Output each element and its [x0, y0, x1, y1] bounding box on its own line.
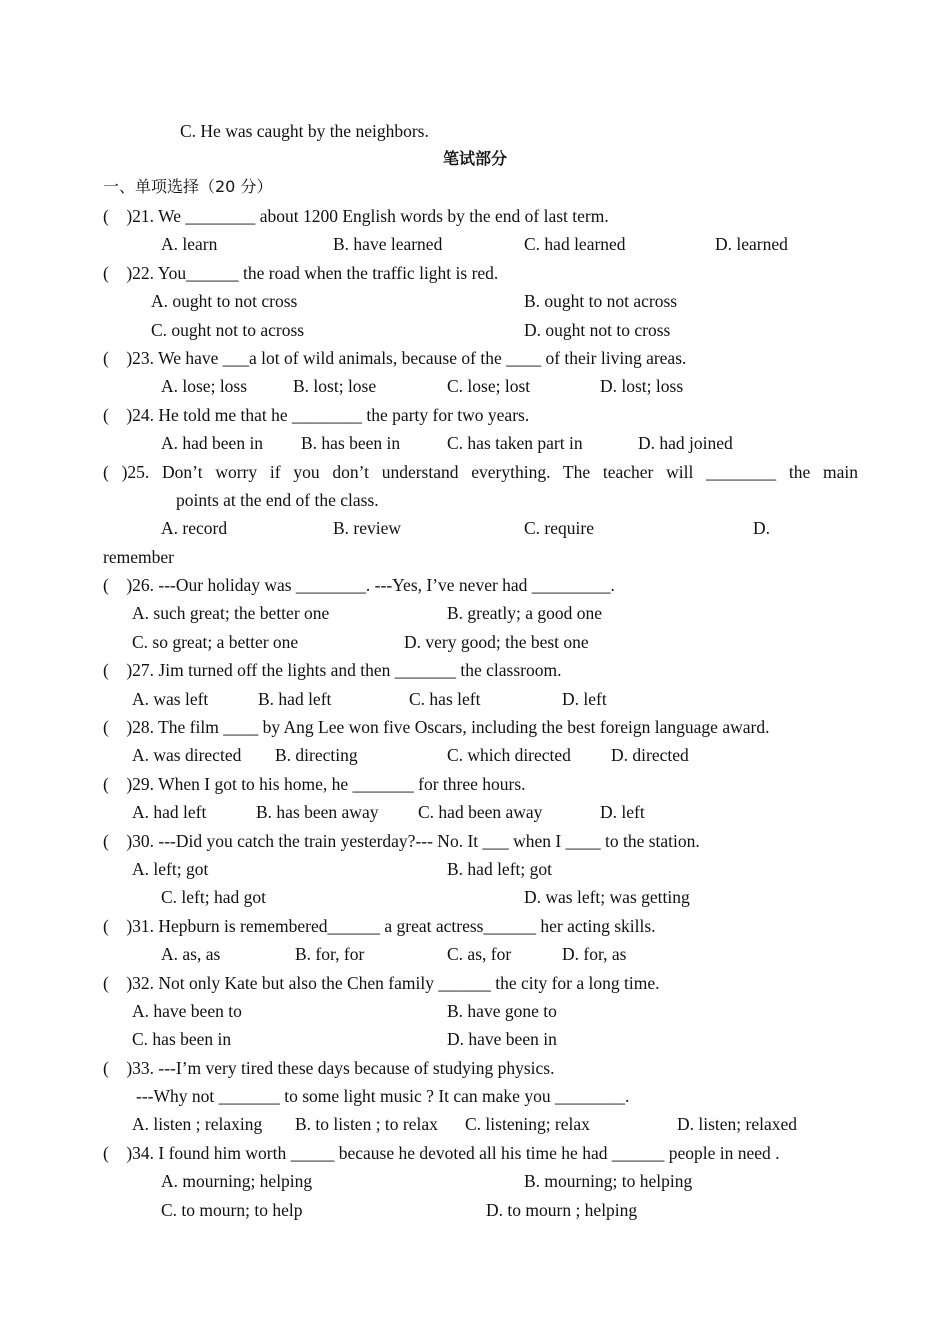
question-22-option-a: A. ought to not cross [151, 291, 298, 311]
question-30-option-d: D. was left; was getting [524, 887, 690, 907]
question-31-option-b: B. for, for [295, 944, 365, 964]
question-24-option-c: C. has taken part in [447, 433, 583, 453]
question-25-stem-continued: points at the end of the class. [176, 490, 379, 510]
question-26-stem: ( )26. ---Our holiday was ________. ---Yes, I’ve never had _________. [103, 575, 615, 595]
question-33-option-c: C. listening; relax [465, 1114, 590, 1134]
question-28-option-b: B. directing [275, 745, 358, 765]
question-25-option-d-text: remember [103, 547, 174, 567]
question-28-option-c: C. which directed [447, 745, 571, 765]
question-26-option-c: C. so great; a better one [132, 632, 299, 652]
question-23-option-b: B. lost; lose [293, 376, 377, 396]
question-25-stem: ( )25. Don’t worry if you don’t understand everything. The teacher will ________ the main [103, 462, 858, 482]
question-25-option-b: B. review [333, 518, 402, 538]
question-25-option-a: A. record [161, 518, 228, 538]
question-28-stem: ( )28. The film ____ by Ang Lee won five Oscars, including the best foreign language award. [103, 717, 770, 737]
question-25-option-d-letter: D. [753, 518, 771, 538]
question-33-stem-reply: ---Why not _______ to some light music ? It can make you ________. [136, 1086, 630, 1106]
question-27-stem: ( )27. Jim turned off the lights and then _______ the classroom. [103, 660, 562, 680]
question-30-option-b: B. had left; got [447, 859, 552, 879]
question-23-stem: ( )23. We have ___a lot of wild animals, because of the ____ of their living areas. [103, 348, 687, 368]
question-25-option-c: C. require [524, 518, 594, 538]
question-27-option-d: D. left [562, 689, 607, 709]
question-23-option-a: A. lose; loss [161, 376, 248, 396]
question-21-option-a: A. learn [161, 234, 218, 254]
question-32-stem: ( )32. Not only Kate but also the Chen family ______ the city for a long time. [103, 973, 660, 993]
question-34-option-c: C. to mourn; to help [161, 1200, 303, 1220]
question-31-option-c: C. as, for [447, 944, 512, 964]
question-31-stem: ( )31. Hepburn is remembered______ a great actress______ her acting skills. [103, 916, 656, 936]
question-33-option-b: B. to listen ; to relax [295, 1114, 438, 1134]
question-29-option-c: C. had been away [418, 802, 543, 822]
question-34-option-d: D. to mourn ; helping [486, 1200, 638, 1220]
question-22-option-b: B. ought to not across [524, 291, 678, 311]
question-26-option-a: A. such great; the better one [132, 603, 330, 623]
question-21-option-d: D. learned [715, 234, 788, 254]
question-32-option-c: C. has been in [132, 1029, 232, 1049]
question-32-option-b: B. have gone to [447, 1001, 557, 1021]
question-27-option-b: B. had left [258, 689, 332, 709]
question-32-option-d: D. have been in [447, 1029, 557, 1049]
question-30-option-c: C. left; had got [161, 887, 266, 907]
question-34-option-a: A. mourning; helping [161, 1171, 313, 1191]
question-21-option-b: B. have learned [333, 234, 443, 254]
question-28-option-d: D. directed [611, 745, 689, 765]
question-28-option-a: A. was directed [132, 745, 242, 765]
previous-question-option-c: C. He was caught by the neighbors. [180, 121, 429, 141]
question-22-stem: ( )22. You______ the road when the traffic light is red. [103, 263, 499, 283]
question-22-option-d: D. ought not to cross [524, 320, 671, 340]
question-24-option-d: D. had joined [638, 433, 733, 453]
question-33-option-d: D. listen; relaxed [677, 1114, 798, 1134]
question-21-stem: ( )21. We ________ about 1200 English words by the end of last term. [103, 206, 609, 226]
question-33-stem: ( )33. ---I’m very tired these days because of studying physics. [103, 1058, 555, 1078]
question-29-stem: ( )29. When I got to his home, he _______ for three hours. [103, 774, 526, 794]
question-34-option-b: B. mourning; to helping [524, 1171, 693, 1191]
question-26-option-d: D. very good; the best one [404, 632, 589, 652]
question-32-option-a: A. have been to [132, 1001, 242, 1021]
question-27-option-c: C. has left [409, 689, 481, 709]
question-24-option-a: A. had been in [161, 433, 264, 453]
question-30-option-a: A. left; got [132, 859, 209, 879]
question-23-option-c: C. lose; lost [447, 376, 531, 396]
question-26-option-b: B. greatly; a good one [447, 603, 603, 623]
question-22-option-c: C. ought not to across [151, 320, 305, 340]
question-29-option-b: B. has been away [256, 802, 379, 822]
section-title: 笔试部分 [442, 149, 507, 168]
question-23-option-d: D. lost; loss [600, 376, 684, 396]
question-31-option-d: D. for, as [562, 944, 627, 964]
question-29-option-a: A. had left [132, 802, 207, 822]
question-30-stem: ( )30. ---Did you catch the train yesterday?--- No. It ___ when I ____ to the station. [103, 831, 700, 851]
question-24-stem: ( )24. He told me that he ________ the party for two years. [103, 405, 530, 425]
question-27-option-a: A. was left [132, 689, 209, 709]
question-24-option-b: B. has been in [301, 433, 401, 453]
section-heading: 一、单项选择（20 分） [103, 177, 273, 196]
question-29-option-d: D. left [600, 802, 645, 822]
question-34-stem: ( )34. I found him worth _____ because he devoted all his time he had ______ people in need . [103, 1143, 780, 1163]
question-21-option-c: C. had learned [524, 234, 626, 254]
question-33-option-a: A. listen ; relaxing [132, 1114, 263, 1134]
question-31-option-a: A. as, as [161, 944, 221, 964]
